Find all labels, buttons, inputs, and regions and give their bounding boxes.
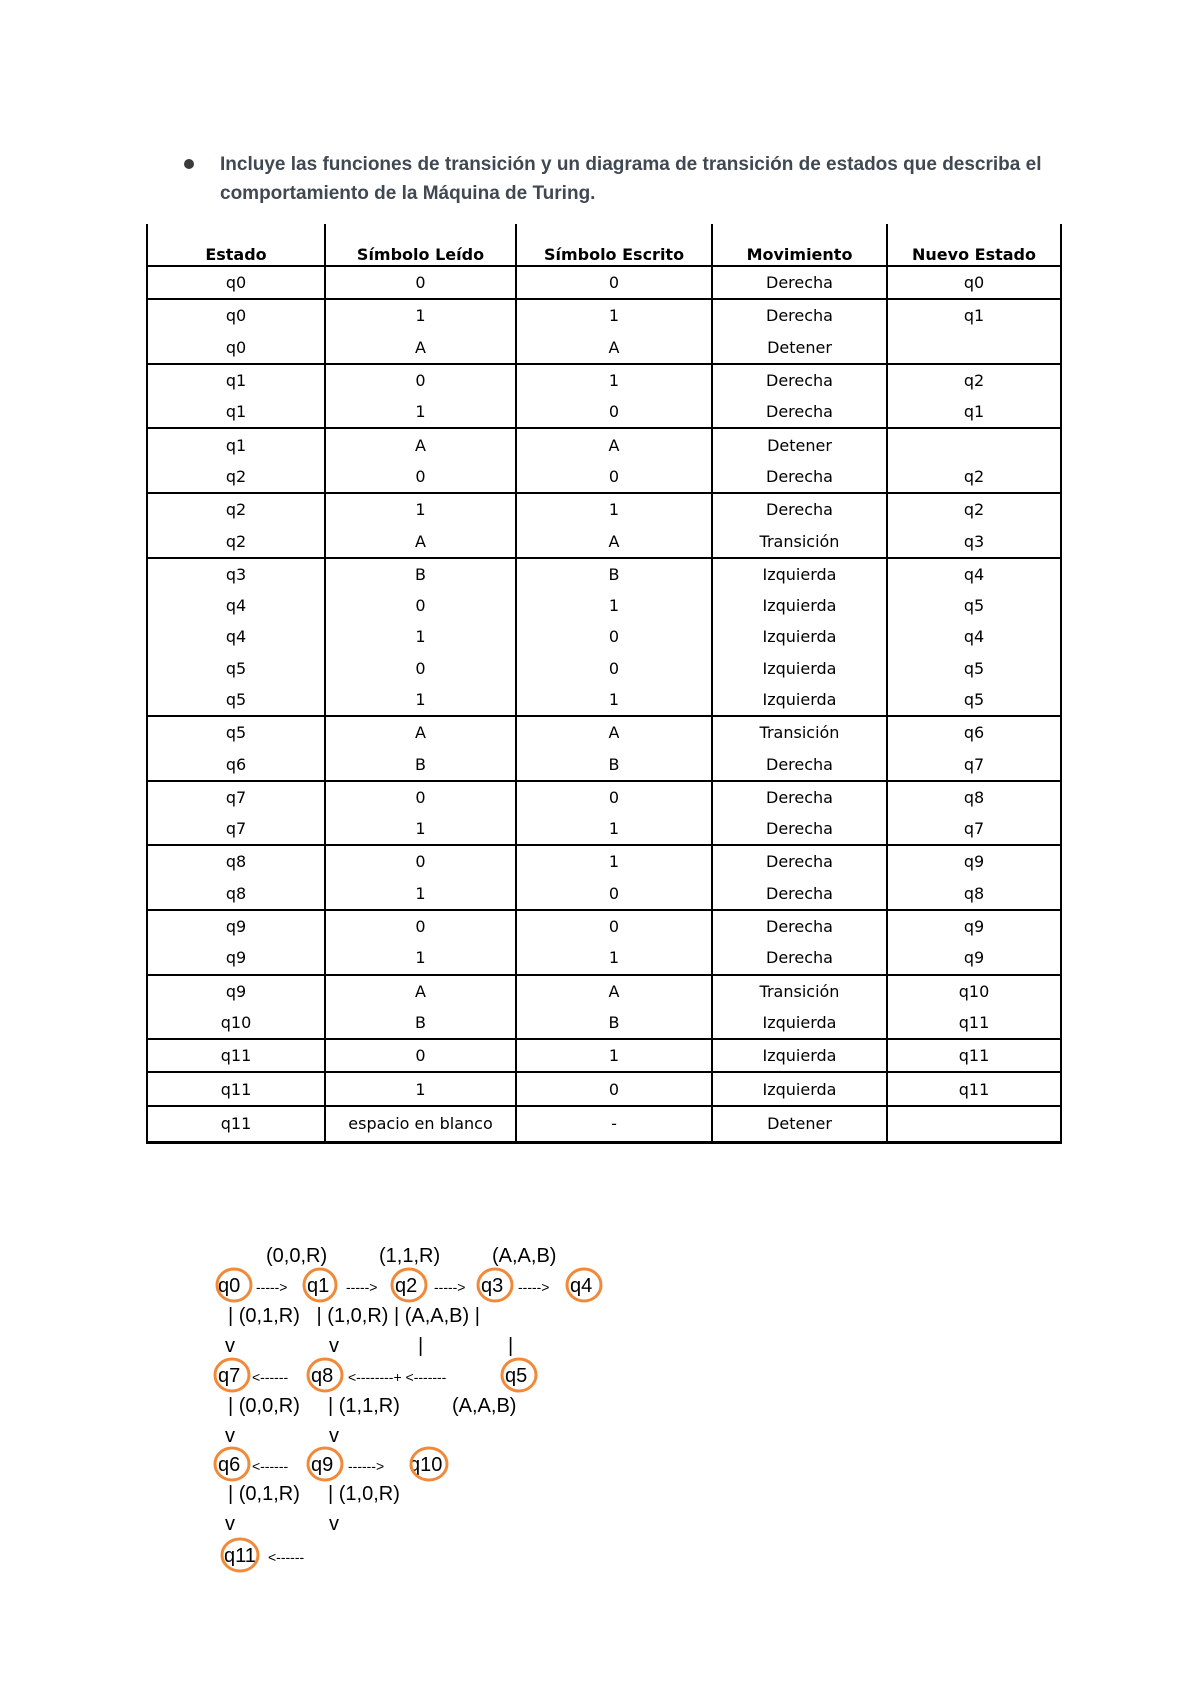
cell-simbolo-leido: 0 — [325, 364, 516, 396]
cell-simbolo-escrito: 0 — [516, 781, 712, 813]
cell-estado: q0 — [147, 332, 325, 364]
state-q4: q4 — [570, 1275, 593, 1297]
arrow-q8-q7: <------ — [252, 1369, 289, 1385]
cell-simbolo-escrito: A — [516, 428, 712, 460]
cell-simbolo-leido: 0 — [325, 845, 516, 877]
table-header-row — [147, 224, 1061, 266]
table-row — [147, 942, 1061, 974]
cell-simbolo-escrito: B — [516, 1007, 712, 1039]
cell-simbolo-leido: A — [325, 525, 516, 557]
cell-simbolo-escrito: 1 — [516, 1039, 712, 1072]
cell-movimiento: Derecha — [712, 942, 887, 974]
cell-simbolo-leido: A — [325, 332, 516, 364]
label-0-0-r: (0,0,R) — [266, 1245, 328, 1267]
cell-nuevo-estado: q7 — [887, 813, 1061, 845]
label-1-1-r: (1,1,R) — [379, 1245, 441, 1267]
header-estado: Estado — [147, 224, 325, 266]
cell-estado: q11 — [147, 1039, 325, 1072]
cell-simbolo-escrito: 0 — [516, 1072, 712, 1105]
cell-movimiento: Izquierda — [712, 684, 887, 716]
table-row — [147, 396, 1061, 428]
table-row — [147, 364, 1061, 396]
table-row — [147, 910, 1061, 942]
cell-nuevo-estado: q4 — [887, 621, 1061, 652]
cell-simbolo-leido: 0 — [325, 653, 516, 684]
cell-nuevo-estado — [887, 332, 1061, 364]
cell-simbolo-leido: 1 — [325, 299, 516, 331]
cell-nuevo-estado: q5 — [887, 684, 1061, 716]
cell-movimiento: Izquierda — [712, 1007, 887, 1039]
instruction-bullet — [184, 150, 1064, 208]
state-q11-ring — [222, 1539, 258, 1571]
table-row — [147, 493, 1061, 525]
cell-simbolo-leido: 1 — [325, 1072, 516, 1105]
table-row — [147, 461, 1061, 493]
cell-simbolo-leido: 1 — [325, 813, 516, 845]
vert3-label-1: | (1,0,R) — [328, 1483, 400, 1505]
arrow-into-q11: <------ — [268, 1549, 305, 1565]
table-row — [147, 525, 1061, 557]
state-q2: q2 — [395, 1275, 418, 1297]
cell-movimiento: Izquierda — [712, 1039, 887, 1072]
state-q7: q7 — [218, 1365, 241, 1387]
vert3-arrow-q6: v — [225, 1513, 235, 1535]
cell-movimiento: Derecha — [712, 845, 887, 877]
label-a-a-b: (A,A,B) — [492, 1245, 557, 1267]
cell-simbolo-leido: 1 — [325, 942, 516, 974]
vert1-arrow-q1: v — [329, 1335, 339, 1357]
table-row — [147, 975, 1061, 1007]
table-row — [147, 1106, 1061, 1143]
state-q8: q8 — [311, 1365, 334, 1387]
vert1-arrow-q2: | — [418, 1335, 424, 1357]
cell-simbolo-escrito: B — [516, 748, 712, 780]
cell-simbolo-escrito: 0 — [516, 266, 712, 299]
cell-simbolo-escrito: 0 — [516, 653, 712, 684]
vert2-label-2: (A,A,B) — [452, 1395, 517, 1417]
vert1-labels: | (0,1,R) | (1,0,R) | (A,A,B) | — [228, 1305, 480, 1327]
cell-nuevo-estado: q9 — [887, 942, 1061, 974]
header-movimiento: Movimiento — [712, 224, 887, 266]
state-q1: q1 — [307, 1275, 330, 1297]
table-row — [147, 878, 1061, 910]
state-q5-ring — [502, 1359, 536, 1391]
vert2-label-1: | (1,1,R) — [328, 1395, 400, 1417]
state-q5: q5 — [505, 1365, 528, 1387]
cell-estado: q11 — [147, 1106, 325, 1143]
cell-nuevo-estado: q8 — [887, 781, 1061, 813]
table-row — [147, 813, 1061, 845]
cell-estado: q8 — [147, 845, 325, 877]
cell-nuevo-estado — [887, 1106, 1061, 1143]
table-row — [147, 266, 1061, 299]
cell-estado: q5 — [147, 684, 325, 716]
cell-estado: q11 — [147, 1072, 325, 1105]
cell-simbolo-leido: 0 — [325, 1039, 516, 1072]
state-q7-ring — [215, 1359, 249, 1391]
cell-simbolo-escrito: - — [516, 1106, 712, 1143]
cell-simbolo-leido: 1 — [325, 493, 516, 525]
cell-movimiento: Derecha — [712, 878, 887, 910]
cell-nuevo-estado: q10 — [887, 975, 1061, 1007]
cell-estado: q1 — [147, 396, 325, 428]
cell-simbolo-leido: A — [325, 716, 516, 748]
cell-simbolo-leido: 1 — [325, 684, 516, 716]
cell-nuevo-estado: q11 — [887, 1072, 1061, 1105]
header-simbolo-escrito: Símbolo Escrito — [516, 224, 712, 266]
cell-simbolo-escrito: A — [516, 525, 712, 557]
cell-simbolo-escrito: 1 — [516, 942, 712, 974]
cell-estado: q3 — [147, 558, 325, 590]
table-row — [147, 1072, 1061, 1105]
state-q9-ring — [308, 1448, 342, 1480]
vert3-label-0: | (0,1,R) — [228, 1483, 300, 1505]
cell-movimiento: Detener — [712, 428, 887, 460]
cell-movimiento: Detener — [712, 1106, 887, 1143]
cell-nuevo-estado: q2 — [887, 364, 1061, 396]
cell-movimiento: Izquierda — [712, 590, 887, 621]
cell-movimiento: Transición — [712, 716, 887, 748]
cell-nuevo-estado: q9 — [887, 845, 1061, 877]
cell-simbolo-leido: A — [325, 975, 516, 1007]
arrow-q5-q8: <--------+ <------- — [348, 1369, 447, 1385]
header-nuevo-estado: Nuevo Estado — [887, 224, 1061, 266]
cell-movimiento: Derecha — [712, 493, 887, 525]
cell-simbolo-escrito: 0 — [516, 878, 712, 910]
cell-nuevo-estado: q9 — [887, 910, 1061, 942]
cell-nuevo-estado: q6 — [887, 716, 1061, 748]
cell-simbolo-leido: 1 — [325, 396, 516, 428]
cell-estado: q9 — [147, 975, 325, 1007]
state-q6: q6 — [218, 1454, 241, 1476]
table-row — [147, 558, 1061, 590]
arrow-q3-q4: -----> — [518, 1279, 550, 1295]
cell-estado: q0 — [147, 266, 325, 299]
cell-movimiento: Derecha — [712, 461, 887, 493]
vert2-label-0: | (0,0,R) — [228, 1395, 300, 1417]
cell-movimiento: Izquierda — [712, 1072, 887, 1105]
cell-simbolo-escrito: 0 — [516, 461, 712, 493]
cell-simbolo-leido: 1 — [325, 878, 516, 910]
cell-simbolo-escrito: 1 — [516, 684, 712, 716]
cell-movimiento: Derecha — [712, 748, 887, 780]
cell-estado: q10 — [147, 1007, 325, 1039]
cell-movimiento: Derecha — [712, 781, 887, 813]
cell-nuevo-estado: q11 — [887, 1039, 1061, 1072]
cell-simbolo-leido: 0 — [325, 910, 516, 942]
cell-estado: q2 — [147, 525, 325, 557]
cell-simbolo-leido: 1 — [325, 621, 516, 652]
cell-nuevo-estado: q4 — [887, 558, 1061, 590]
cell-nuevo-estado: q3 — [887, 525, 1061, 557]
cell-simbolo-leido: 0 — [325, 266, 516, 299]
cell-estado: q2 — [147, 461, 325, 493]
table-row — [147, 781, 1061, 813]
table-row — [147, 684, 1061, 716]
arrow-q9-q10: ------> — [348, 1458, 385, 1474]
state-q3-ring — [478, 1269, 512, 1301]
cell-movimiento: Derecha — [712, 910, 887, 942]
cell-nuevo-estado — [887, 428, 1061, 460]
arrow-q0-q1: -----> — [256, 1279, 288, 1295]
arrow-q2-q3: -----> — [434, 1279, 466, 1295]
table-row — [147, 590, 1061, 621]
state-q10: q10 — [409, 1454, 443, 1476]
transition-table — [146, 224, 1062, 1144]
cell-simbolo-escrito: 1 — [516, 299, 712, 331]
state-q6-ring — [215, 1448, 249, 1480]
table-row — [147, 748, 1061, 780]
cell-estado: q7 — [147, 781, 325, 813]
cell-estado: q8 — [147, 878, 325, 910]
cell-simbolo-escrito: 0 — [516, 396, 712, 428]
cell-movimiento: Transición — [712, 975, 887, 1007]
state-q4-ring — [567, 1269, 601, 1301]
cell-nuevo-estado: q0 — [887, 266, 1061, 299]
cell-nuevo-estado: q8 — [887, 878, 1061, 910]
cell-nuevo-estado: q1 — [887, 299, 1061, 331]
state-q2-ring — [392, 1269, 426, 1301]
cell-estado: q0 — [147, 299, 325, 331]
cell-simbolo-escrito: A — [516, 716, 712, 748]
cell-simbolo-escrito: 1 — [516, 364, 712, 396]
cell-movimiento: Derecha — [712, 396, 887, 428]
cell-estado: q4 — [147, 590, 325, 621]
cell-simbolo-leido: 0 — [325, 590, 516, 621]
vert2-arrow-q7: v — [225, 1425, 235, 1447]
cell-movimiento: Derecha — [712, 266, 887, 299]
table-row — [147, 716, 1061, 748]
table-row — [147, 845, 1061, 877]
cell-estado: q1 — [147, 428, 325, 460]
table-row — [147, 1007, 1061, 1039]
state-q3: q3 — [481, 1275, 504, 1297]
cell-simbolo-escrito: 1 — [516, 845, 712, 877]
cell-nuevo-estado: q2 — [887, 461, 1061, 493]
state-q8-ring — [308, 1359, 342, 1391]
table-row — [147, 428, 1061, 460]
cell-movimiento: Derecha — [712, 299, 887, 331]
table-row — [147, 332, 1061, 364]
cell-estado: q1 — [147, 364, 325, 396]
cell-estado: q9 — [147, 910, 325, 942]
cell-estado: q5 — [147, 653, 325, 684]
state-q10-ring — [411, 1448, 447, 1480]
cell-nuevo-estado: q11 — [887, 1007, 1061, 1039]
cell-movimiento: Izquierda — [712, 653, 887, 684]
cell-nuevo-estado: q5 — [887, 590, 1061, 621]
cell-movimiento: Derecha — [712, 813, 887, 845]
instruction-text: Incluye las funciones de transición y un diagrama de transición de estados que describa el comportamiento de la Máquina de Turing. — [220, 154, 1042, 204]
cell-simbolo-escrito: A — [516, 975, 712, 1007]
cell-nuevo-estado: q7 — [887, 748, 1061, 780]
cell-estado: q5 — [147, 716, 325, 748]
vert1-arrow-q0: v — [225, 1335, 235, 1357]
cell-estado: q2 — [147, 493, 325, 525]
header-simbolo-leido: Símbolo Leído — [325, 224, 516, 266]
arrow-q1-q2: -----> — [346, 1279, 378, 1295]
vert3-arrow-q9: v — [329, 1513, 339, 1535]
cell-estado: q7 — [147, 813, 325, 845]
cell-simbolo-leido: B — [325, 558, 516, 590]
bullet-icon — [184, 159, 194, 169]
cell-simbolo-leido: espacio en blanco — [325, 1106, 516, 1143]
table-row — [147, 1039, 1061, 1072]
cell-simbolo-leido: 0 — [325, 781, 516, 813]
state-q0-ring — [217, 1269, 251, 1301]
cell-movimiento: Transición — [712, 525, 887, 557]
cell-simbolo-escrito: 0 — [516, 621, 712, 652]
cell-movimiento: Izquierda — [712, 621, 887, 652]
cell-movimiento: Izquierda — [712, 558, 887, 590]
cell-simbolo-leido: B — [325, 1007, 516, 1039]
arrow-q9-q6: <------ — [252, 1458, 289, 1474]
table-row — [147, 653, 1061, 684]
cell-nuevo-estado: q2 — [887, 493, 1061, 525]
cell-simbolo-escrito: A — [516, 332, 712, 364]
state-q9: q9 — [311, 1454, 334, 1476]
vert1-arrow-q3: | — [508, 1335, 514, 1357]
cell-simbolo-leido: A — [325, 428, 516, 460]
cell-simbolo-escrito: 1 — [516, 590, 712, 621]
cell-estado: q4 — [147, 621, 325, 652]
cell-nuevo-estado: q1 — [887, 396, 1061, 428]
state-q0: q0 — [218, 1275, 241, 1297]
cell-estado: q9 — [147, 942, 325, 974]
table-row — [147, 621, 1061, 652]
table-row — [147, 299, 1061, 331]
cell-nuevo-estado: q5 — [887, 653, 1061, 684]
cell-simbolo-escrito: 1 — [516, 813, 712, 845]
vert2-arrow-q8: v — [329, 1425, 339, 1447]
cell-simbolo-escrito: B — [516, 558, 712, 590]
table-body — [147, 266, 1061, 1142]
cell-estado: q6 — [147, 748, 325, 780]
state-q11: q11 — [224, 1545, 256, 1567]
cell-movimiento: Derecha — [712, 364, 887, 396]
cell-simbolo-escrito: 1 — [516, 493, 712, 525]
cell-movimiento: Detener — [712, 332, 887, 364]
cell-simbolo-leido: 0 — [325, 461, 516, 493]
cell-simbolo-escrito: 0 — [516, 910, 712, 942]
cell-simbolo-leido: B — [325, 748, 516, 780]
state-q1-ring — [304, 1269, 336, 1301]
